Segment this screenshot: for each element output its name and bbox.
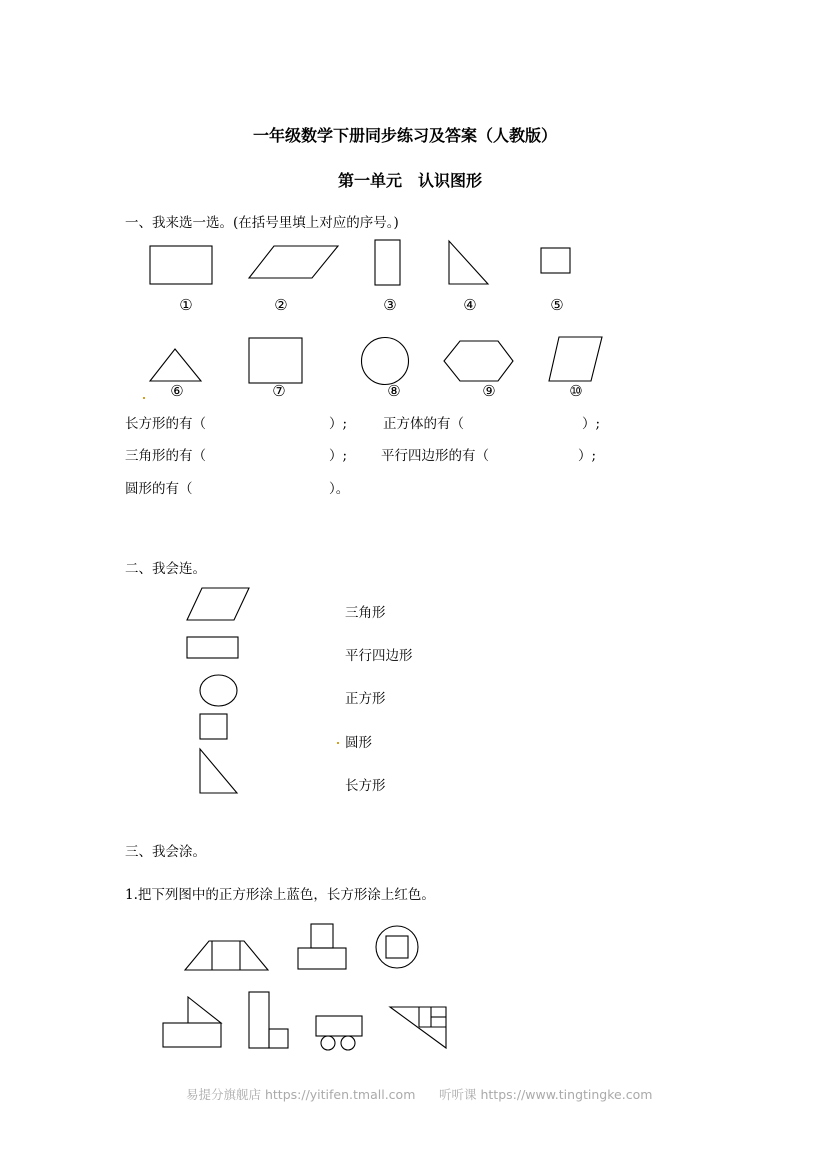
answer-rectangle-end: ）; — [329, 416, 348, 432]
match-square — [199, 713, 229, 741]
shape-6-triangle — [149, 348, 203, 384]
section3-question-1: 1.把下列图中的正方形涂上蓝色，长方形涂上红色。 — [125, 887, 435, 903]
shape-2-parallelogram — [248, 245, 340, 281]
label-9: ⑨ — [482, 382, 496, 400]
match-name-2: 平行四边形 — [345, 648, 413, 664]
match-name-3: 正方形 — [345, 691, 386, 707]
page-title: 一年级数学下册同步练习及答案（人教版） — [253, 126, 558, 145]
footer-right: 听听课 https://www.tingtingke.com — [439, 1087, 653, 1102]
section1-heading: 一、我来选一选。(在括号里填上对应的序号。) — [125, 215, 399, 231]
match-ellipse — [199, 674, 241, 710]
footer-left: 易提分旗舰店 https://yitifen.tmall.com — [186, 1087, 416, 1102]
answer-triangle-label: 三角形的有（ — [125, 448, 206, 464]
match-name-4: 圆形 — [345, 735, 372, 751]
shape-9-hexagon — [443, 340, 515, 384]
answer-circle-label: 圆形的有（ — [125, 481, 193, 497]
shape-7-square — [248, 337, 304, 385]
label-10: ⑩ — [569, 382, 583, 400]
answer-parallelogram-end: ）; — [578, 448, 597, 464]
label-8: ⑧ — [387, 382, 401, 400]
figure-triangle-squares — [389, 1006, 449, 1050]
section3-heading: 三、我会涂。 — [125, 844, 206, 860]
figure-cart — [315, 1015, 365, 1052]
match-parallelogram — [186, 587, 252, 623]
shape-1-rectangle — [149, 245, 215, 287]
answer-rectangle-label: 长方形的有（ — [125, 416, 206, 432]
shape-8-circle — [361, 337, 411, 387]
figure-triangle-on-block — [162, 996, 224, 1050]
label-7: ⑦ — [272, 382, 286, 400]
label-6: ⑥ — [170, 382, 184, 400]
figure-circle-square — [375, 925, 421, 971]
unit-title: 第一单元 认识图形 — [338, 171, 483, 190]
label-4: ④ — [463, 296, 477, 314]
label-1: ① — [179, 296, 193, 314]
match-name-1: 三角形 — [345, 605, 386, 621]
shape-3-tall-rectangle — [374, 239, 402, 287]
stray-mark — [143, 397, 145, 399]
section2-heading: 二、我会连。 — [125, 561, 206, 577]
answer-cube-end: ）; — [582, 416, 601, 432]
label-2: ② — [274, 296, 288, 314]
stray-mark-2 — [337, 742, 339, 744]
figure-stacked-blocks — [297, 923, 349, 972]
answer-cube-label: 正方体的有（ — [383, 416, 464, 432]
shape-5-small-square — [540, 247, 572, 275]
figure-trapezoid — [184, 940, 270, 972]
shape-4-right-triangle — [448, 240, 490, 286]
match-name-5: 长方形 — [345, 778, 386, 794]
answer-parallelogram-label: 平行四边形的有（ — [381, 448, 489, 464]
answer-circle-end: ）。 — [329, 481, 350, 497]
figure-l-shape — [248, 991, 291, 1050]
label-3: ③ — [383, 296, 397, 314]
match-right-triangle — [199, 748, 241, 796]
answer-triangle-end: ）; — [329, 448, 348, 464]
shape-10-parallelogram — [548, 336, 604, 384]
label-5: ⑤ — [550, 296, 564, 314]
match-rectangle — [186, 636, 240, 660]
